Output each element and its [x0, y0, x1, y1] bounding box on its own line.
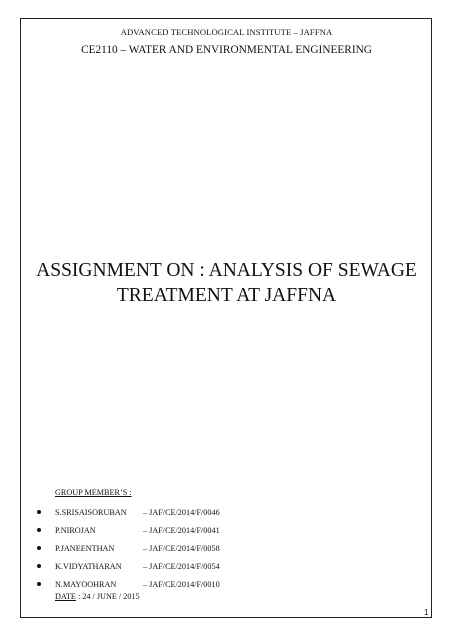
member-name: P.NIROJAN [55, 525, 96, 535]
member-id: – JAF/CE/2014/F/0041 [143, 525, 220, 535]
list-item [33, 557, 220, 575]
submission-date [55, 592, 140, 601]
date-value: : 24 / JUNE / 2015 [75, 592, 140, 601]
bullet-icon [37, 582, 41, 586]
member-id: – JAF/CE/2014/F/0046 [143, 507, 220, 517]
list-item [33, 575, 220, 593]
list-item [33, 521, 220, 539]
bullet-icon [37, 564, 41, 568]
group-members-list [33, 503, 220, 593]
assignment-title-line-2: TREATMENT AT JAFFNA [116, 285, 337, 306]
assignment-title-line-1: ASSIGNMENT ON : ANALYSIS OF SEWAGE [36, 260, 417, 281]
page-number: 1 [424, 608, 429, 617]
member-id: – JAF/CE/2014/F/0058 [143, 543, 220, 553]
bullet-icon [37, 528, 41, 532]
list-item [33, 503, 220, 521]
date-label: DATE [55, 592, 76, 601]
bullet-icon [37, 510, 41, 514]
member-name: P.JANEENTHAN [55, 543, 115, 553]
member-id: – JAF/CE/2014/F/0010 [143, 579, 220, 589]
member-id: – JAF/CE/2014/F/0054 [143, 561, 220, 571]
member-name: K.VIDYATHARAN [55, 561, 122, 571]
group-members-heading: GROUP MEMBER’S : [55, 488, 132, 497]
institute-name: ADVANCED TECHNOLOGICAL INSTITUTE – JAFFNA [120, 27, 333, 37]
member-name: N.MAYOOHRAN [55, 579, 117, 589]
assignment-title [0, 258, 453, 308]
member-name: S.SRISAISORUBAN [55, 507, 127, 517]
bullet-icon [37, 546, 41, 550]
course-title: CE2110 – WATER AND ENVIRONMENTAL ENGINEERING [81, 44, 372, 56]
list-item [33, 539, 220, 557]
